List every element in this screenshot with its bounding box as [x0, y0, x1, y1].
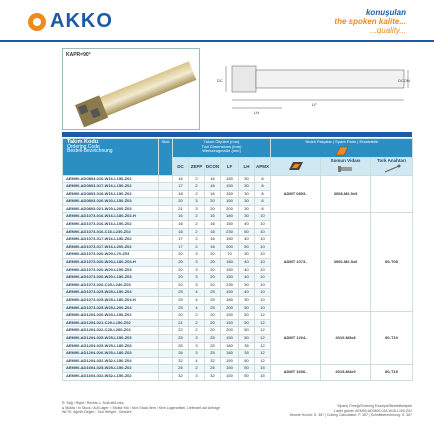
dim-value: 16: [205, 183, 221, 191]
dim-value: 150: [221, 289, 239, 297]
col-key: Tork Anahtarı: [371, 157, 413, 175]
spare-insert: ADMT 0803..: [271, 175, 321, 213]
dim-value: 2: [189, 236, 205, 244]
stock-indicator: [159, 243, 173, 251]
spare-screw: 4010-M3x8: [321, 312, 371, 365]
ordering-code: AEM90-AD1073-020-C20-L230-Z03: [63, 281, 159, 289]
stock-indicator: [159, 183, 173, 191]
dim-value: 150: [221, 357, 239, 365]
dim-value: 12: [255, 357, 271, 365]
dim-value: 2: [189, 213, 205, 221]
dim-value: 15: [255, 365, 271, 373]
dim-value: 50: [239, 319, 255, 327]
dim-value: 12: [255, 334, 271, 342]
dim-value: 3: [189, 266, 205, 274]
dim-value: 16: [173, 175, 189, 183]
dim-value: 150: [221, 221, 239, 229]
dim-value: 8: [255, 205, 271, 213]
ordering-code: AEM90-AD1073-025-W25-L200-Z04: [63, 304, 159, 312]
dim-value: 10: [255, 289, 271, 297]
dim-value: 20: [205, 259, 221, 267]
dim-value: 10: [255, 304, 271, 312]
dim-value: 20: [205, 312, 221, 320]
dim-value: 50: [239, 243, 255, 251]
col-insert: [271, 157, 321, 175]
stock-indicator: [159, 274, 173, 282]
dim-value: 17: [173, 183, 189, 191]
stock-indicator: [159, 205, 173, 213]
dim-value: 2: [189, 221, 205, 229]
dim-value: 17: [173, 236, 189, 244]
header-divider: [0, 40, 434, 42]
spare-key: 80-T08: [371, 213, 413, 312]
dim-value: 40: [239, 221, 255, 229]
dim-value: 16: [205, 190, 221, 198]
dim-value: 3: [189, 205, 205, 213]
dim-value: 16: [173, 213, 189, 221]
table-row: [63, 175, 413, 183]
dim-value: 20: [173, 274, 189, 282]
dim-value: 20: [173, 251, 189, 259]
dim-value: 30: [239, 175, 255, 183]
slogan-line-2: the spoken kalite...: [334, 17, 406, 26]
dim-value: 10: [255, 243, 271, 251]
dim-value: 15: [255, 372, 271, 380]
spare-insert: ADMT 1073..: [271, 213, 321, 312]
ordering-code: AEM90-AD1604-032-W32-L150-Z02: [63, 372, 159, 380]
dim-value: 25: [205, 334, 221, 342]
footer-line-3: WLTK: Ağırlık Değeri - Tool Weight - Gewicht: [62, 410, 132, 414]
dim-value: 35: [239, 342, 255, 350]
dim-value: 3: [189, 251, 205, 259]
footer-right-3: Kesme Hızıdır: S. 367 | Cutting Calculation: P. 367 | Schnittberechnung: S. 367: [289, 413, 412, 417]
footer-right-1: Sipariş Örneği/Ordering Example/Bestellbeispiel: [337, 404, 412, 408]
col-lh: LH: [239, 157, 255, 175]
ordering-code: AEM90-AD0803-020-W20-L150-Z03: [63, 198, 159, 206]
dim-value: 3: [189, 342, 205, 350]
dim-value: 50: [239, 334, 255, 342]
dim-value: 2: [189, 190, 205, 198]
dim-value: 12: [255, 319, 271, 327]
slogan-line-3: ...quality...: [370, 26, 406, 35]
ordering-code: AEM90-AD1073-016-W16-L150-Z02: [63, 221, 159, 229]
col-lf: LF: [221, 157, 239, 175]
ordering-code: AEM90-AD1073-025-W25-L180-Z04-H: [63, 297, 159, 305]
dim-value: 22: [173, 327, 189, 335]
ordering-code: AEM90-AD1204-020-W20-L150-Z02: [63, 312, 159, 320]
dims-header: Takım Ölçüleri (mm) Tool Dimensions (mm) Werkzeugmaße (mm): [173, 139, 271, 158]
dim-value: 30: [239, 190, 255, 198]
stock-indicator: [159, 281, 173, 289]
kapr-label: KAPR=90°: [66, 52, 91, 58]
stock-indicator: [159, 334, 173, 342]
dim-value: 50: [239, 312, 255, 320]
insert-photo-icon: [286, 160, 306, 172]
dim-value: 150: [221, 372, 239, 380]
dim-value: 12: [255, 312, 271, 320]
ordering-code: AEM90-AD1204-032-W32-L150-Z04: [63, 357, 159, 365]
dim-value: 16: [205, 175, 221, 183]
dim-value: 50: [239, 304, 255, 312]
spare-parts-header: Yedek Parçalar | Spare Parts | Ersatzteile: [271, 139, 413, 158]
dim-value: 2: [189, 243, 205, 251]
dim-dcon: DCON: [398, 78, 410, 83]
spare-key: 80-T15: [371, 365, 413, 380]
table-row: [63, 213, 413, 221]
dim-value: 16: [205, 236, 221, 244]
footer-left: [62, 401, 262, 415]
stock-indicator: [159, 251, 173, 259]
dim-value: 50: [239, 281, 255, 289]
dim-value: 4: [189, 289, 205, 297]
dim-value: 20: [205, 327, 221, 335]
dim-value: 50: [239, 357, 255, 365]
dim-value: 25: [173, 297, 189, 305]
dim-value: 8: [255, 190, 271, 198]
ordering-code: AEM90-AD1073-020-W20-L150-Z03: [63, 266, 159, 274]
screw-icon: [336, 163, 356, 175]
spare-insert: ADMT 1606..: [271, 365, 321, 380]
dim-value: 25: [205, 289, 221, 297]
dim-value: 35: [239, 350, 255, 358]
dim-value: 20: [173, 312, 189, 320]
dim-value: 25: [173, 342, 189, 350]
dim-value: 12: [255, 342, 271, 350]
ordering-code: AEM90-AD1073-017-W16-L150-Z02: [63, 236, 159, 244]
stock-indicator: [159, 190, 173, 198]
ordering-code: AEM90-AD0803-018-W16-L150-Z02: [63, 190, 159, 198]
dim-value: 20: [205, 274, 221, 282]
dim-value: 12: [255, 327, 271, 335]
dimension-diagram: [212, 52, 412, 124]
dim-value: 180: [221, 342, 239, 350]
footer-line-2: ● Stokta / In Stock / Auf Lager ○ Stokta Yok / Non Stock Item / Kein Lagerartikel, Lieferzeit auf Anfrage: [62, 405, 221, 410]
dim-value: 8: [255, 198, 271, 206]
spare-insert: ADMT 1204..: [271, 312, 321, 365]
dim-value: 2: [189, 312, 205, 320]
dim-value: 20: [173, 259, 189, 267]
ordering-code: AEM90-AD1204-026-W25-L180-Z03: [63, 350, 159, 358]
dim-value: 10: [255, 251, 271, 259]
dim-value: 180: [221, 213, 239, 221]
dim-value: 18: [173, 190, 189, 198]
dim-value: 26: [173, 350, 189, 358]
dim-value: 16: [205, 213, 221, 221]
stock-header: Stok: [159, 139, 173, 176]
stock-indicator: [159, 312, 173, 320]
brand-logo: [28, 10, 113, 33]
dim-value: 180: [221, 350, 239, 358]
dim-value: 150: [221, 175, 239, 183]
dim-value: 20: [205, 251, 221, 259]
dim-value: 2: [189, 319, 205, 327]
ordering-code: AEM90-AD1073-020-W20-L150-Z03: [63, 274, 159, 282]
dim-value: 3: [189, 350, 205, 358]
ordering-code: AEM90-AD1204-025-W25-L150-Z03: [63, 334, 159, 342]
dim-value: 2: [189, 327, 205, 335]
stock-indicator: [159, 259, 173, 267]
dim-value: 40: [239, 259, 255, 267]
dim-value: 10: [255, 281, 271, 289]
dim-value: 16: [173, 221, 189, 229]
ordering-code: AEM90-AD1073-016-C16-L230-Z02: [63, 228, 159, 236]
dim-value: 30: [239, 213, 255, 221]
ordering-code: AEM90-AD1073-016-W16-L180-Z02-H: [63, 213, 159, 221]
dim-value: 200: [221, 304, 239, 312]
dim-value: 16: [205, 243, 221, 251]
dim-value: 3: [189, 281, 205, 289]
dim-value: 2: [189, 228, 205, 236]
dim-value: 25: [173, 334, 189, 342]
dim-value: 150: [221, 319, 239, 327]
dim-value: 3: [189, 334, 205, 342]
dim-value: 20: [205, 281, 221, 289]
code-header: Takım Kodu Ordering Code Bestell-Bezeichnung: [63, 139, 159, 176]
col-zefp: ZEFP: [189, 157, 205, 175]
dim-value: 25: [173, 365, 189, 373]
dim-lh: LH: [254, 110, 260, 115]
table-top-band: [62, 132, 412, 137]
dim-value: 16: [173, 228, 189, 236]
dim-value: 16: [205, 228, 221, 236]
end-mill-photo: [67, 61, 197, 127]
dim-value: 10: [255, 236, 271, 244]
col-dc: DC: [173, 157, 189, 175]
dim-value: 20: [205, 205, 221, 213]
dim-value: 150: [221, 312, 239, 320]
dim-value: 10: [255, 213, 271, 221]
dim-value: 17: [173, 243, 189, 251]
dim-value: 10: [255, 259, 271, 267]
dim-value: 20: [205, 319, 221, 327]
dim-value: 50: [239, 327, 255, 335]
stock-indicator: [159, 198, 173, 206]
dim-value: 230: [221, 281, 239, 289]
dim-value: 2: [189, 183, 205, 191]
dim-value: 21: [173, 319, 189, 327]
dim-value: 21: [173, 205, 189, 213]
dim-value: 150: [221, 266, 239, 274]
dim-value: 150: [221, 334, 239, 342]
ordering-code: AEM90-AD1604-025-W25-L150-Z02: [63, 365, 159, 373]
footer-right-2: 1 adet gövde: AEM90-AD0803-016-W16-L150-Z02: [333, 408, 412, 413]
col-dcon: DCON: [205, 157, 221, 175]
dim-value: 10: [255, 228, 271, 236]
dim-lf: LF: [312, 102, 317, 107]
dim-value: 50: [239, 228, 255, 236]
stock-indicator: [159, 221, 173, 229]
dim-value: 40: [239, 289, 255, 297]
logo-mark-icon: [28, 13, 46, 31]
torx-key-icon: [382, 163, 402, 175]
dim-value: 3: [189, 274, 205, 282]
dim-value: 200: [221, 327, 239, 335]
dim-value: 2: [189, 175, 205, 183]
dim-value: 200: [221, 243, 239, 251]
dim-value: 2: [189, 365, 205, 373]
stock-indicator: [159, 327, 173, 335]
dim-value: 4: [189, 297, 205, 305]
stock-indicator: [159, 213, 173, 221]
dim-value: 230: [221, 228, 239, 236]
dim-value: 32: [205, 372, 221, 380]
ordering-code: AEM90-AD0803-016-W16-L150-Z02: [63, 175, 159, 183]
dim-value: 150: [221, 183, 239, 191]
dim-value: 32: [173, 372, 189, 380]
stock-indicator: [159, 289, 173, 297]
dim-value: 30: [239, 198, 255, 206]
product-table: [62, 138, 413, 381]
spare-key: [371, 175, 413, 213]
col-screw: Somun Vidası: [321, 157, 371, 175]
tool-photo-box: [62, 48, 200, 130]
stock-indicator: [159, 297, 173, 305]
dim-value: 8: [255, 183, 271, 191]
stock-indicator: [159, 350, 173, 358]
dim-dc: DC: [217, 78, 223, 83]
stock-indicator: [159, 319, 173, 327]
dim-value: 8: [255, 175, 271, 183]
dim-value: 30: [239, 297, 255, 305]
dim-value: 20: [205, 198, 221, 206]
dim-value: 20: [173, 198, 189, 206]
dim-value: 40: [239, 266, 255, 274]
dim-value: 3: [189, 372, 205, 380]
dim-value: 10: [255, 274, 271, 282]
dim-value: 50: [239, 372, 255, 380]
col-apmx: APMX: [255, 157, 271, 175]
dim-value: 25: [205, 350, 221, 358]
dim-value: 16: [205, 221, 221, 229]
stock-indicator: [159, 304, 173, 312]
dim-value: 50: [239, 365, 255, 373]
stock-indicator: [159, 228, 173, 236]
spare-key: 80-T10: [371, 312, 413, 365]
table-row: [63, 365, 413, 373]
ordering-code: AEM90-AD1073-017-W16-L200-Z02: [63, 243, 159, 251]
stock-indicator: [159, 342, 173, 350]
stock-indicator: [159, 266, 173, 274]
dim-value: 150: [221, 274, 239, 282]
ordering-code: AEM90-AD1204-021-C20-L150-Z02: [63, 319, 159, 327]
dim-value: 30: [239, 183, 255, 191]
table-body: [63, 175, 413, 380]
dim-value: 20: [173, 281, 189, 289]
dim-value: 25: [205, 342, 221, 350]
dim-value: 150: [221, 198, 239, 206]
ordering-code: AEM90-AD1073-020-W20-L180-Z03-H: [63, 259, 159, 267]
stock-indicator: [159, 236, 173, 244]
ordering-code: AEM90-AD1204-025-W25-L180-Z03: [63, 342, 159, 350]
logo-text: AKKO: [50, 10, 113, 32]
dim-value: 25: [205, 297, 221, 305]
brand-slogan: [334, 8, 406, 35]
dim-value: 30: [239, 205, 255, 213]
dim-value: 40: [239, 236, 255, 244]
dim-value: 10: [255, 266, 271, 274]
dim-value: 25: [173, 304, 189, 312]
dim-value: 3: [189, 259, 205, 267]
spare-screw: 3006-M2.5x6: [321, 213, 371, 312]
stock-indicator: [159, 175, 173, 183]
dim-value: 180: [221, 259, 239, 267]
stock-indicator: [159, 372, 173, 380]
footer-right: [252, 404, 412, 418]
spare-screw: 3008-M2.5x5: [321, 175, 371, 213]
dim-value: 40: [239, 274, 255, 282]
dim-value: 180: [221, 297, 239, 305]
footer-line-1: R: Sağ / Right / Rechts L: Sol/Left/Links: [62, 401, 124, 405]
insert-icon: [332, 145, 352, 157]
dim-value: 4: [189, 304, 205, 312]
dim-value: 150: [221, 190, 239, 198]
dim-value: 25: [205, 365, 221, 373]
dim-value: 25: [173, 289, 189, 297]
dim-value: 150: [221, 236, 239, 244]
ordering-code: AEM90-AD1204-022-C20-L200-Z02: [63, 327, 159, 335]
ordering-code: AEM90-AD1073-025-W25-L150-Z04: [63, 289, 159, 297]
spare-screw: 4015-M4x9: [321, 365, 371, 380]
stock-indicator: [159, 357, 173, 365]
dim-value: 10: [255, 221, 271, 229]
slogan-line-1: konuşulan: [365, 8, 406, 17]
dim-value: 12: [255, 350, 271, 358]
dim-value: 4: [189, 357, 205, 365]
dim-value: 150: [221, 365, 239, 373]
dim-value: 10: [255, 297, 271, 305]
dim-value: 32: [205, 357, 221, 365]
stock-indicator: [159, 365, 173, 373]
ordering-code: AEM90-AD0803-017-W16-L150-Z02: [63, 183, 159, 191]
dim-value: 20: [205, 266, 221, 274]
dim-value: 200: [221, 205, 239, 213]
dim-value: 3: [189, 198, 205, 206]
dim-value: 25: [205, 304, 221, 312]
dim-value: 32: [173, 357, 189, 365]
ordering-code: AEM90-AD1073-020-W20-L70-Z03: [63, 251, 159, 259]
dim-value: 20: [173, 266, 189, 274]
table-row: [63, 312, 413, 320]
dim-value: 30: [239, 251, 255, 259]
dim-value: 70: [221, 251, 239, 259]
ordering-code: AEM90-AD0803-021-W20-L200-Z03: [63, 205, 159, 213]
